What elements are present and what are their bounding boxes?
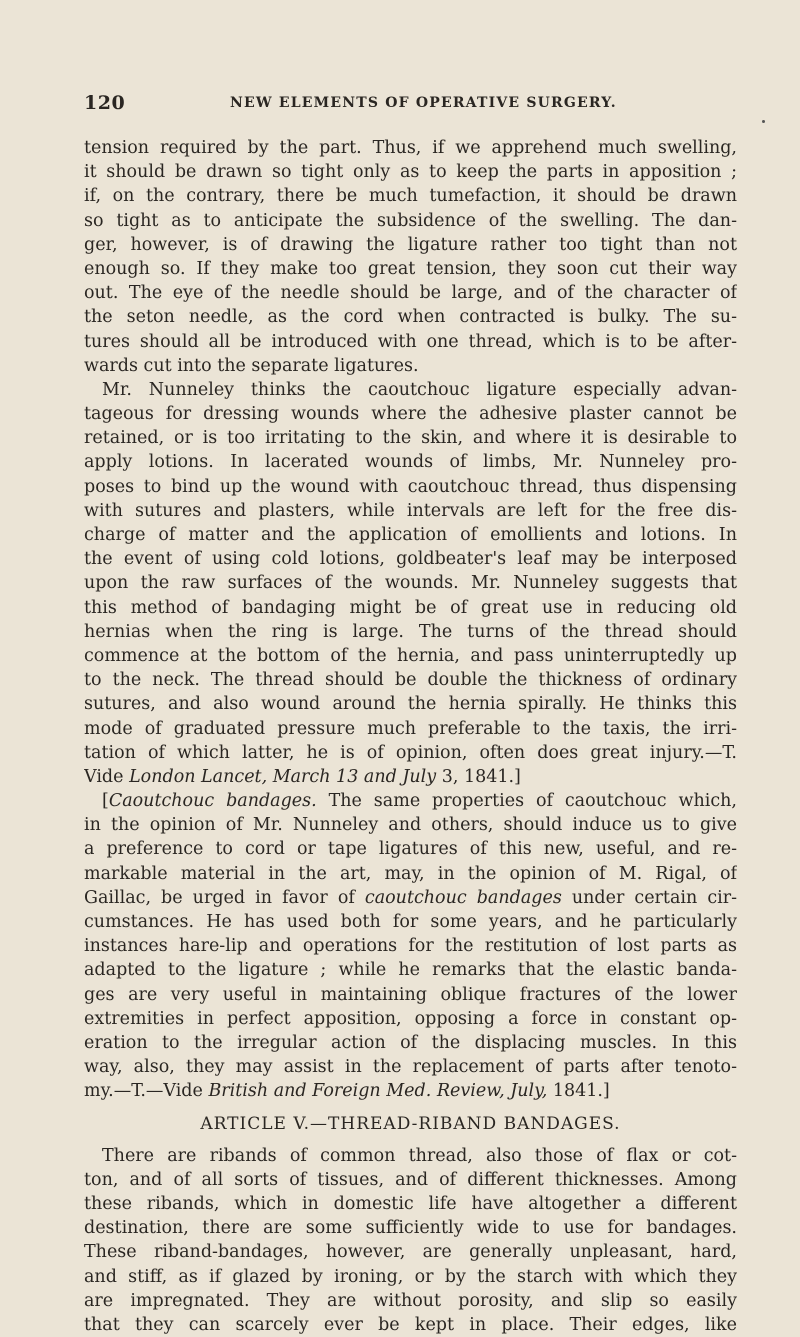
text-line: these ribands, which in domestic life have altogether a different: [84, 1194, 737, 1215]
text-line: charge of matter and the application of emollients and lotions. In: [84, 525, 737, 545]
text-line: adapted to the ligature ; while he remarks that the elastic banda-: [84, 960, 737, 981]
text-line: poses to bind up the wound with caoutchouc thread, thus dispensing: [84, 476, 737, 497]
text-line: a preference to cord or tape ligatures of this new, useful, and re-: [84, 839, 737, 860]
text-line: Mr. Nunneley thinks the caoutchouc ligature especially advan-: [102, 379, 737, 400]
text-line: way, also, they may assist in the replacement of parts after tenoto-: [84, 1057, 737, 1078]
text-line: eration to the irregular action of the displacing muscles. In this: [84, 1032, 737, 1053]
text-line: with sutures and plasters, while intervals are left for the free dis-: [84, 500, 737, 521]
text-line: commence at the bottom of the hernia, and pass uninterruptedly up: [84, 645, 737, 666]
text-line: in the opinion of Mr. Nunneley and others, should induce us to give: [84, 815, 737, 836]
text-line: the seton needle, as the cord when contracted is bulky. The su-: [84, 307, 737, 328]
text-line: the event of using cold lotions, goldbeater's leaf may be interposed: [84, 549, 737, 570]
text-line: tageous for dressing wounds where the adhesive plaster cannot be: [84, 404, 737, 425]
text-line: upon the raw surfaces of the wounds. Mr. Nunneley suggests that: [84, 573, 737, 594]
body-text: [84, 136, 737, 1337]
text-line: retained, or is too irritating to the skin, and where it is desirable to: [84, 428, 737, 449]
text-line: that they can scarcely ever be kept in place. Their edges, like: [84, 1315, 737, 1335]
paper-speck: [762, 120, 765, 123]
text-line: tension required by the part. Thus, if we apprehend much swelling,: [84, 138, 737, 158]
text-line: this method of bandaging might be of great use in reducing old: [84, 597, 737, 618]
text-line: Gaillac, be urged in favor of caoutchouc bandages under certain cir-: [84, 887, 737, 908]
section-heading: ARTICLE V.—THREAD-RIBAND BANDAGES.: [200, 1113, 621, 1134]
page-number: 120: [84, 92, 126, 114]
text-line: markable material in the art, may, in the opinion of M. Rigal, of: [84, 863, 737, 884]
text-line: to the neck. The thread should be double the thickness of ordinary: [84, 670, 737, 691]
text-line: it should be drawn so tight only as to keep the parts in apposition ;: [84, 162, 737, 183]
text-line: so tight as to anticipate the subsidence of the swelling. The dan-: [84, 210, 737, 231]
text-line: destination, there are some sufficiently wide to use for bandages.: [84, 1218, 737, 1239]
text-line: wards cut into the separate ligatures.: [84, 355, 419, 376]
text-line: hernias when the ring is large. The turns of the thread should: [84, 621, 737, 642]
text-line: [Caoutchouc bandages. The same properties of caoutchouc which,: [102, 791, 737, 812]
text-line: ton, and of all sorts of tissues, and of different thicknesses. Among: [84, 1169, 737, 1190]
text-line: are impregnated. They are without porosity, and slip so easily: [84, 1290, 737, 1311]
text-line: These riband-bandages, however, are generally unpleasant, hard,: [84, 1242, 737, 1263]
text-line: enough so. If they make too great tension, they soon cut their way: [84, 258, 737, 279]
text-line: extremities in perfect apposition, opposing a force in constant op-: [84, 1008, 737, 1029]
text-line: Vide London Lancet, March 13 and July 3, 1841.]: [84, 766, 521, 787]
text-line: out. The eye of the needle should be large, and of the character of: [84, 283, 737, 304]
running-title: NEW ELEMENTS OF OPERATIVE SURGERY.: [230, 95, 617, 111]
text-line: ges are very useful in maintaining oblique fractures of the lower: [84, 984, 737, 1005]
text-line: and stiff, as if glazed by ironing, or by the starch with which they: [84, 1266, 737, 1287]
text-line: if, on the contrary, there be much tumefaction, it should be drawn: [84, 186, 737, 207]
text-line: tation of which latter, he is of opinion, often does great injury.—T.: [84, 742, 737, 763]
text-line: cumstances. He has used both for some years, and he particularly: [84, 912, 737, 932]
page-header: [84, 92, 740, 116]
text-line: instances hare-lip and operations for the restitution of lost parts as: [84, 936, 737, 957]
text-line: my.—T.—Vide British and Foreign Med. Review, July, 1841.]: [84, 1081, 610, 1102]
text-line: tures should all be introduced with one thread, which is to be after-: [84, 331, 737, 352]
text-line: There are ribands of common thread, also those of flax or cot-: [102, 1145, 737, 1166]
text-line: sutures, and also wound around the hernia spirally. He thinks this: [84, 694, 737, 715]
text-line: mode of graduated pressure much preferable to the taxis, the irri-: [84, 718, 737, 739]
text-line: ger, however, is of drawing the ligature rather too tight than not: [84, 234, 737, 255]
text-line: apply lotions. In lacerated wounds of limbs, Mr. Nunneley pro-: [84, 452, 737, 473]
